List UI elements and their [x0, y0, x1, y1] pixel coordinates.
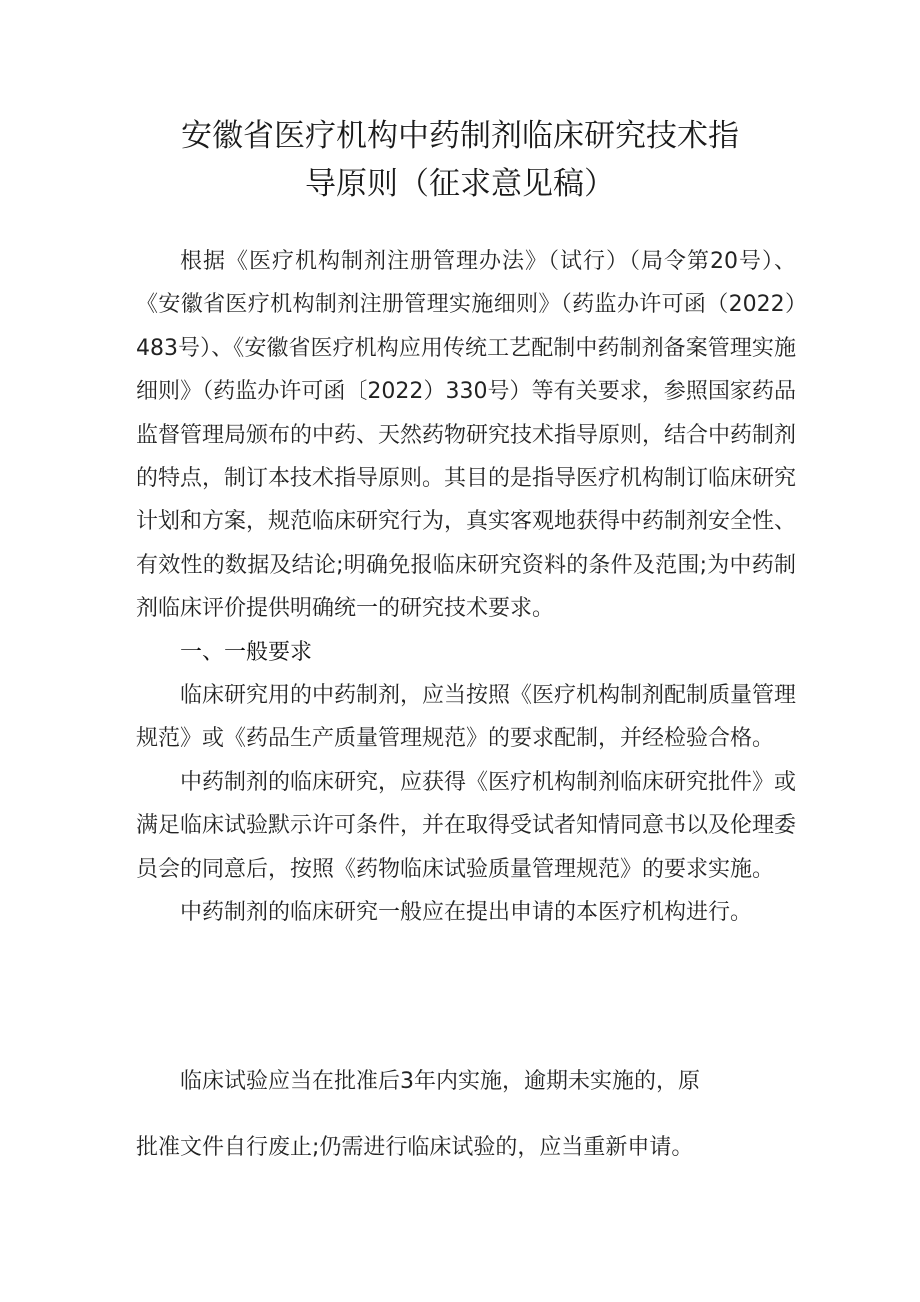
section1-paragraph-2: 中药制剂的临床研究，应获得《医疗机构制剂临床研究批件》或满足临床试验默示许可条件，并在取得受试者知情同意书以及伦理委员会的同意后，按照《药物临床试验质量管理规范》的要求实施。: [136, 769, 797, 882]
document-title: [120, 112, 800, 208]
section-heading-general-requirements: 一、一般要求: [180, 639, 313, 665]
section1-paragraph-1: 临床研究用的中药制剂，应当按照《医疗机构制剂配制质量管理规范》或《药品生产质量管理规范》的要求配制，并经检验合格。: [136, 683, 797, 752]
document-title-line-2: 导原则（征求意见稿）: [305, 166, 615, 202]
section1-paragraph-3: 中药制剂的临床研究一般应在提出申请的本医疗机构进行。: [180, 900, 753, 926]
section1-paragraph-4-line-2: 批准文件自行废止;仍需进行临床试验的，应当重新申请。: [136, 1135, 694, 1160]
document-body: [136, 240, 796, 935]
document-title-line-1: 安徽省医疗机构中药制剂临床研究技术指: [181, 118, 739, 154]
intro-paragraph: 根据《医疗机构制剂注册管理办法》（试行）（局令第20号）、《安徽省医疗机构制剂注册管理实施细则》（药监办许可函（2022）483号）、《安徽省医疗机构应用传统工艺配制中药制剂备案管理实施细则》（药监办许可函〔2022）330号）等有关要求，参照国家药品监督管理局颁布的中药、天然药物研究技术指导原则，结合中药制剂的特点，制订本技术指导原则。其目的是指导医疗机构制订临床研究计划和方案，规范临床研究行为，真实客观地获得中药制剂安全性、有效性的数据及结论;明确免报临床研究资料的条件及范围;为中药制剂临床评价提供明确统一的研究技术要求。: [136, 249, 797, 622]
section1-paragraph-4-line-1: 临床试验应当在批准后3年内实施，逾期未实施的，原: [180, 1069, 700, 1094]
